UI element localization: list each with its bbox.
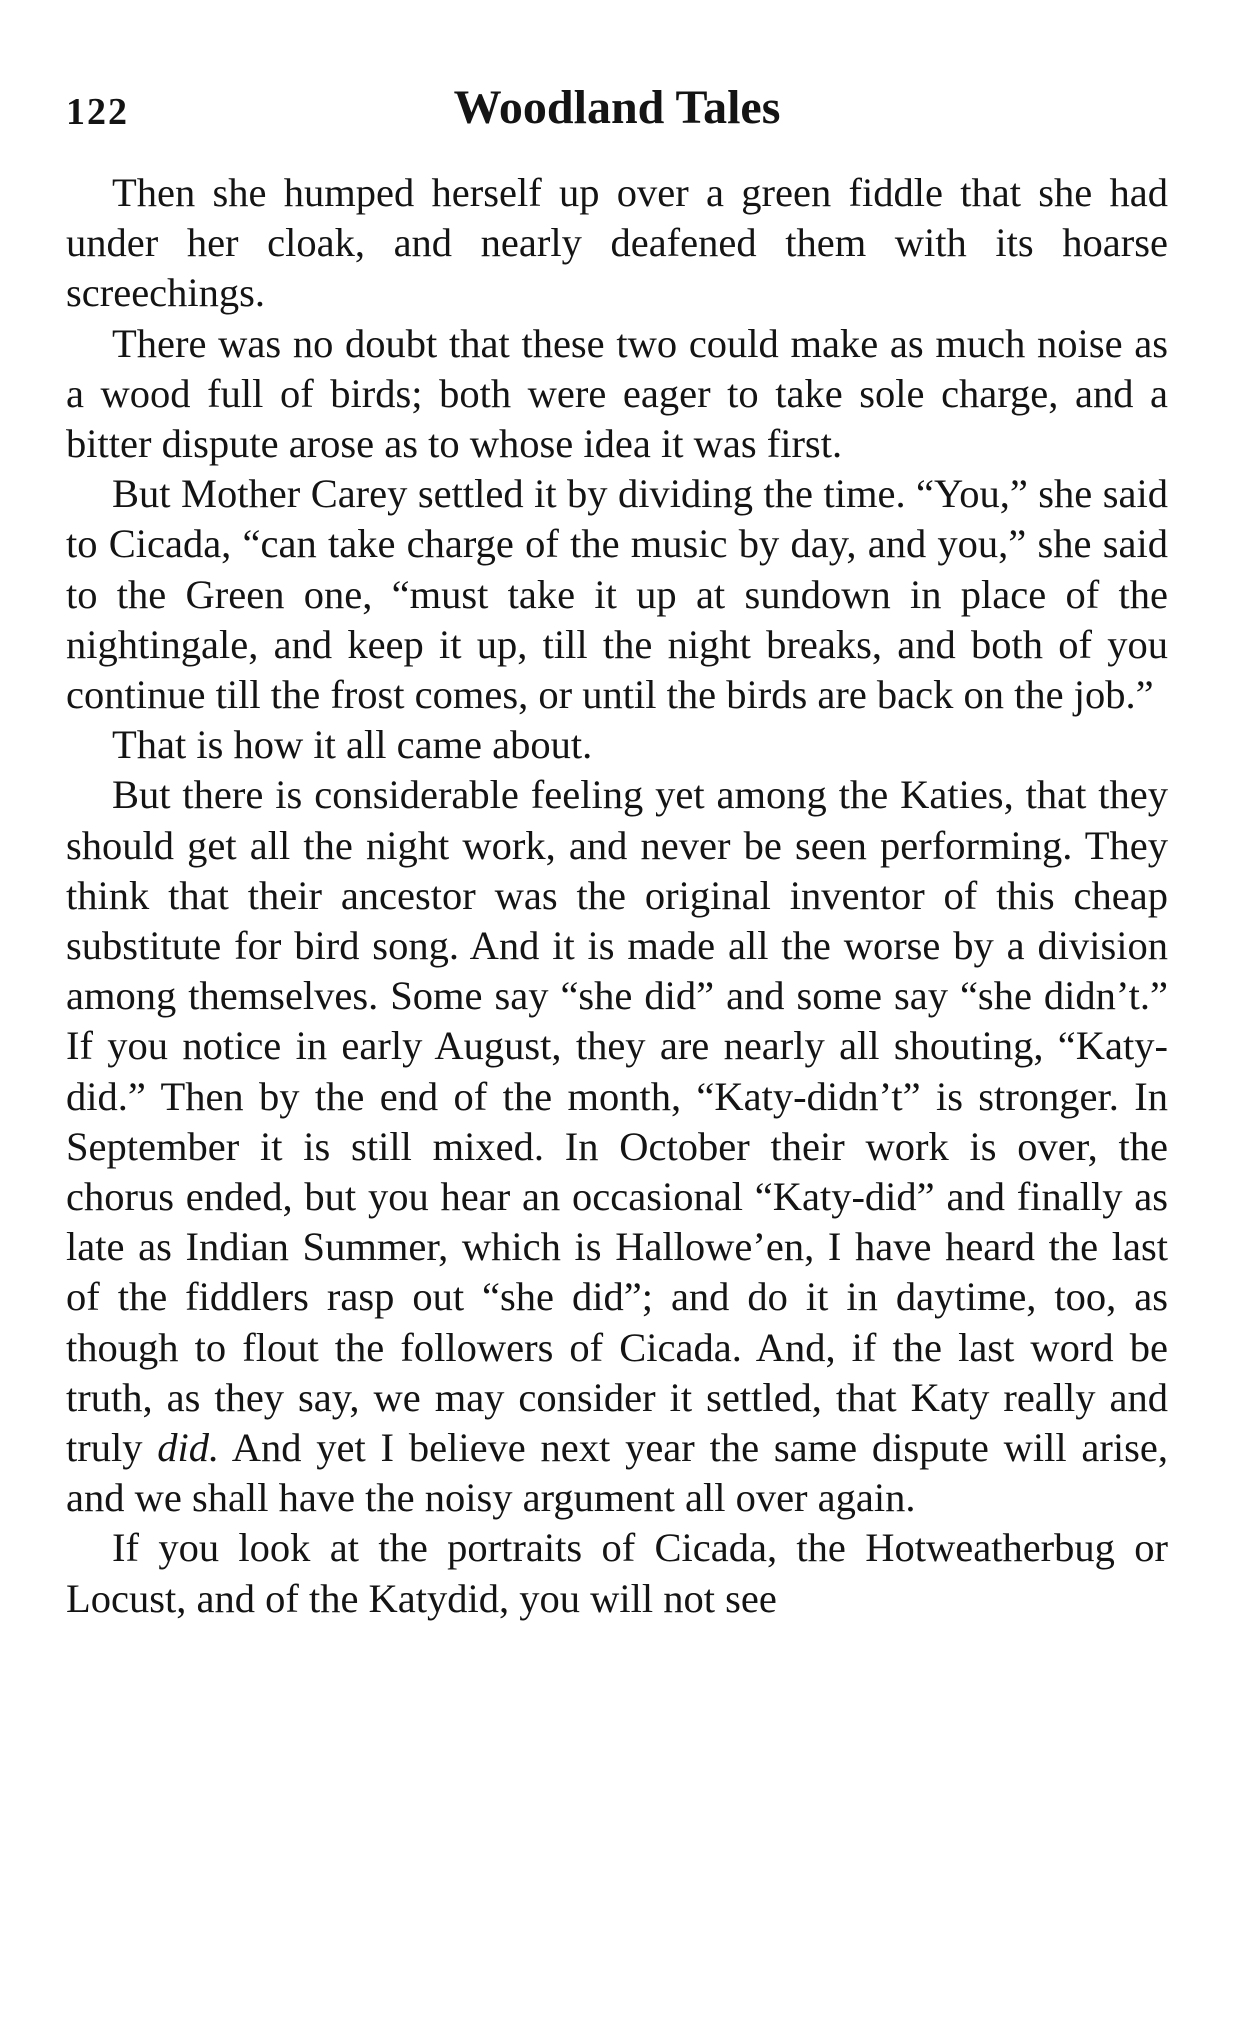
paragraph-5-text-before: But there is considerable feeling yet among the Katies, that they should get all the night work, and never be seen performing. They think that their ancestor was the original inventor of this cheap substitute for bird song. And it is made all the worse by a division among themselves. Some say “she did” and some say “she didn’t.” If you notice in early August, they are nearly all shouting, “Katydid.” Then by the end of the month, “Katy-didn’t” is stronger. In September it is still mixed. In October their work is over, the chorus ended, but you hear an occasional “Katy-did” and finally as late as Indian Summer, which is Hallowe’en, I have heard the last of the fiddlers rasp out “she did”; and do it in daytime, too, as though to flout the followers of Cicada. And, if the last word be truth, as they say, we may consider it settled, that Katy really and truly (66, 772, 1168, 1471)
running-header (66, 80, 1168, 154)
paragraph-2: There was no doubt that these two could make as much noise as a wood full of birds; both were eager to take sole charge, and a bitter dispute arose as to whose idea it was first. (66, 320, 1168, 467)
paragraph-6: If you look at the portraits of Cicada, the Hotweatherbug or Locust, and of the Katydid, you will not see (66, 1525, 1168, 1621)
body-text (66, 168, 1168, 1624)
page-number: 122 (66, 91, 129, 133)
paragraph-5 (66, 770, 1168, 1523)
book-page (66, 80, 1168, 1624)
paragraph-5-text-after: And yet I believe next year the same dispute will arise, and we shall have the noisy argument all over again. (66, 1425, 1169, 1521)
paragraph-3: But Mother Carey settled it by dividing the time. “You,” she said to Cicada, “can take charge of the music by day, and you,” she said to the Green one, “must take it up at sundown in place of the nightingale, and keep it up, till the night breaks, and both of you continue till the frost comes, or until the birds are back on the job.” (66, 471, 1168, 718)
paragraph-5-emphasis: did. (157, 1425, 220, 1471)
paragraph-1: Then she humped herself up over a green fiddle that she had under her cloak, and nearly deafened them with its hoarse screechings. (66, 170, 1168, 316)
paragraph-4: That is how it all came about. (112, 722, 593, 768)
running-title: Woodland Tales (453, 81, 781, 134)
